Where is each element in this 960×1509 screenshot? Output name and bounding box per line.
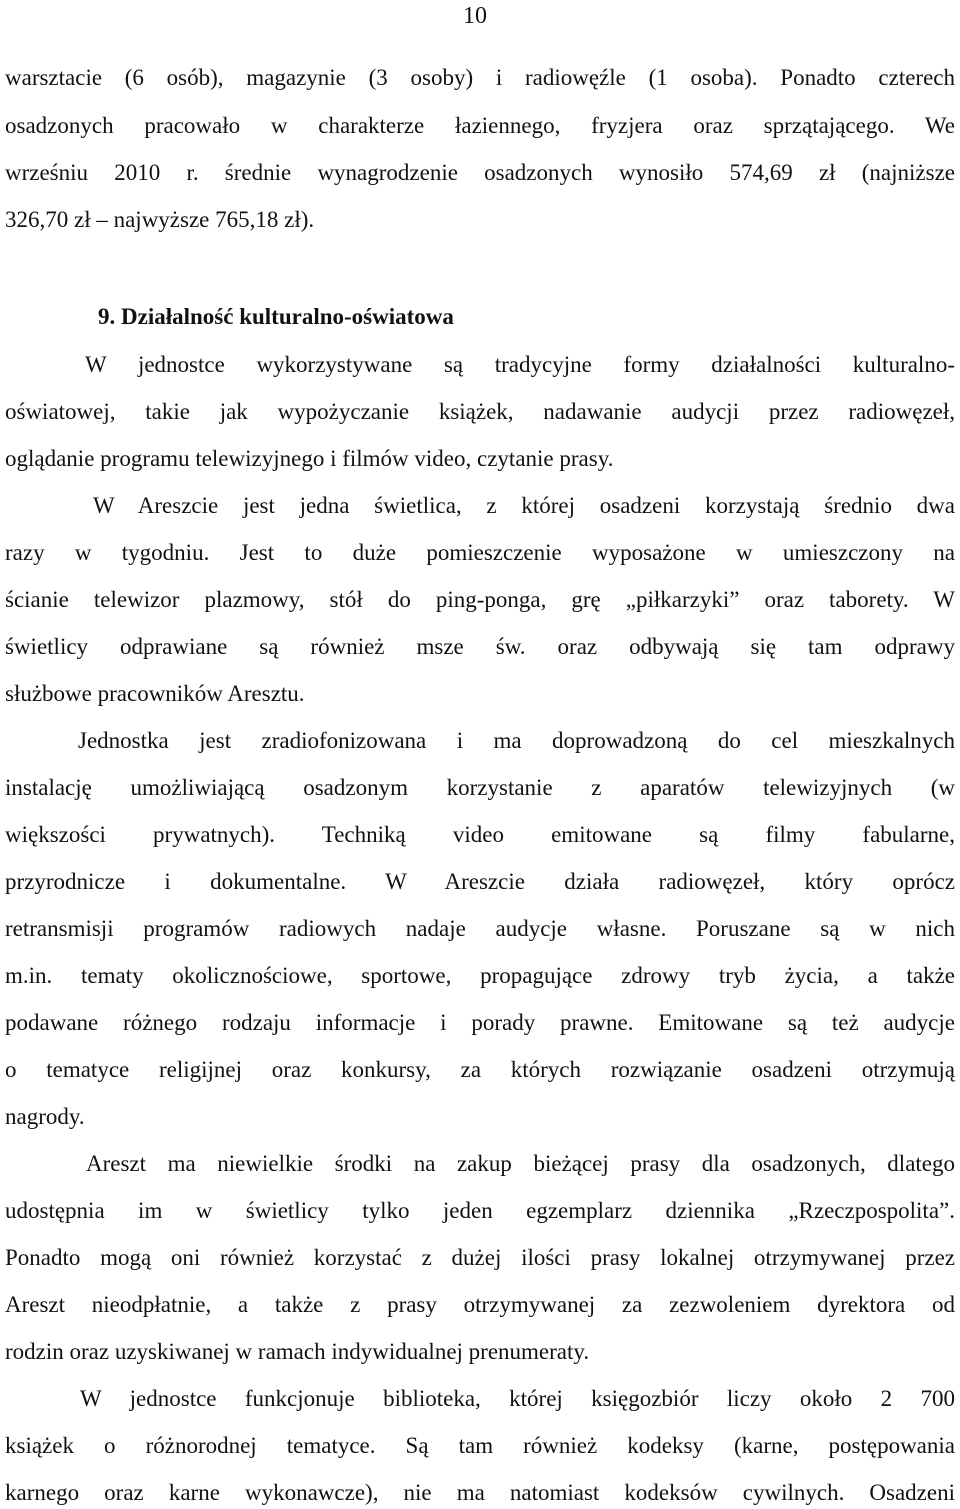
text-line: Areszt nieodpłatnie, a także z prasy otrzymywanej za zezwoleniem dyrektora od — [5, 1292, 955, 1317]
text-line: udostępnia im w świetlicy tylko jeden egzemplarz dziennika „Rzeczpospolita”. — [5, 1198, 955, 1223]
text-line: oświatowej, takie jak wypożyczanie książek, nadawanie audycji przez radiowęzeł, — [5, 399, 955, 424]
text-line: służbowe pracowników Aresztu. — [5, 681, 305, 706]
section-heading: 9. Działalność kulturalno-oświatowa — [98, 304, 454, 329]
text-line: warsztacie (6 osób), magazynie (3 osoby) i radiowęźle (1 osoba). Ponadto czterech — [5, 65, 955, 90]
text-line: razy w tygodniu. Jest to duże pomieszczenie wyposażone w umieszczony na — [5, 540, 955, 565]
text-line: większości prywatnych). Techniką video emitowane są filmy fabularne, — [5, 822, 955, 847]
text-line: W Areszcie jest jedna świetlica, z której osadzeni korzystają średnio dwa — [93, 493, 955, 518]
text-line: instalację umożliwiającą osadzonym korzystanie z aparatów telewizyjnych (w — [5, 775, 955, 800]
text-line: W jednostce wykorzystywane są tradycyjne formy działalności kulturalno- — [85, 352, 955, 377]
text-line: nagrody. — [5, 1104, 85, 1129]
text-line: o tematyce religijnej oraz konkursy, za których rozwiązanie osadzeni otrzymują — [5, 1057, 955, 1082]
text-line: Ponadto mogą oni również korzystać z dużej ilości prasy lokalnej otrzymywanej przez — [5, 1245, 955, 1270]
text-line: retransmisji programów radiowych nadaje audycje własne. Poruszane są w nich — [5, 916, 955, 941]
text-line: książek o różnorodnej tematyce. Są tam również kodeksy (karne, postępowania — [5, 1433, 955, 1458]
text-line: ścianie telewizor plazmowy, stół do ping-ponga, grę „piłkarzyki” oraz taborety. W — [5, 587, 955, 612]
text-line: 326,70 zł – najwyższe 765,18 zł). — [5, 207, 315, 232]
text-line: oglądanie programu telewizyjnego i filmów video, czytanie prasy. — [5, 446, 614, 471]
text-line: podawane różnego rodzaju informacje i porady prawne. Emitowane są też audycje — [5, 1010, 955, 1035]
page-number: 10 — [463, 3, 487, 29]
text-line: osadzonych pracowało w charakterze łaziennego, fryzjera oraz sprzątającego. We — [5, 113, 955, 138]
text-line: Jednostka jest zradiofonizowana i ma doprowadzoną do cel mieszkalnych — [78, 728, 955, 753]
text-line: m.in. tematy okolicznościowe, sportowe, propagujące zdrowy tryb życia, a także — [5, 963, 955, 988]
text-line: przyrodnicze i dokumentalne. W Areszcie działa radiowęzeł, który oprócz — [5, 869, 955, 894]
text-line: karnego oraz karne wykonawcze), nie ma natomiast kodeksów cywilnych. Osadzeni — [5, 1480, 955, 1505]
text-line: rodzin oraz uzyskiwanej w ramach indywidualnej prenumeraty. — [5, 1339, 590, 1364]
text-line: świetlicy odprawiane są również msze św. oraz odbywają się tam odprawy — [5, 634, 955, 659]
text-line: W jednostce funkcjonuje biblioteka, której księgozbiór liczy około 2 700 — [80, 1386, 955, 1411]
text-line: wrześniu 2010 r. średnie wynagrodzenie osadzonych wynosiło 574,69 zł (najniższe — [5, 160, 955, 185]
text-line: Areszt ma niewielkie środki na zakup bieżącej prasy dla osadzonych, dlatego — [86, 1151, 955, 1176]
